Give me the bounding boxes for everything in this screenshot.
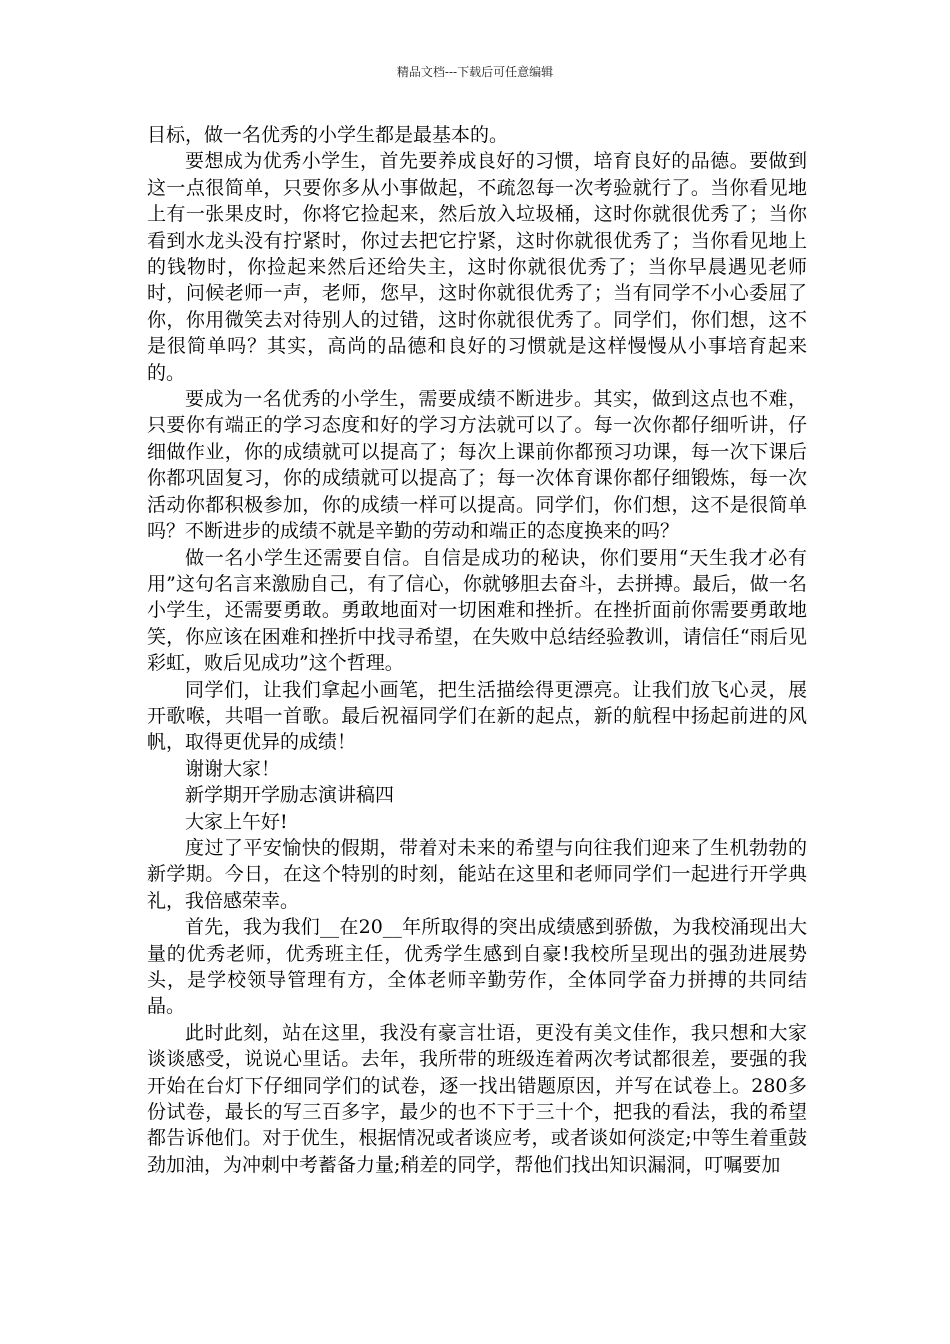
section-title: 新学期开学励志演讲稿四 [185,784,395,807]
paragraph: 同学们，让我们拿起小画笔，把生活描绘得更漂亮。让我们放飞心灵，展开歌喉，共唱一首歌。最后祝福同学们在新的起点，新的航程中扬起前进的风帆，取得更优异的成绩！ [147,678,807,754]
paragraph: 目标，做一名优秀的小学生都是最基本的。 [147,124,509,146]
paragraph: 做一名小学生还需要自信。自信是成功的秘诀，你们要用“天生我才必有用”这句名言来激励自己，有了信心，你就够胆去奋斗，去拼搏。最后，做一名小学生，还需要勇敢。勇敢地面对一切困难和挫折。在挫折面前你需要勇敢地笑，你应该在困难和挫折中找寻希望，在失败中总结经验教训，请信任“雨后见彩虹，败后见成功”这个哲理。 [147,546,807,675]
document-body [147,122,807,1178]
paragraph: 要想成为优秀小学生，首先要养成良好的习惯，培育良好的品德。要做到这一点很简单，只要你多从小事做起，不疏忽每一次考验就行了。当你看见地上有一张果皮时，你将它捡起来，然后放入垃圾桶，这时你就很优秀了；当你看到水龙头没有拧紧时，你过去把它拧紧，这时你就很优秀了；当你看见地上的钱物时，你捡起来然后还给失主，这时你就很优秀了；当你早晨遇见老师时，问候老师一声，老师，您早，这时你就很优秀了；当有同学不小心委屈了你，你用微笑去对待别人的过错，这时你就很优秀了。同学们，你们想，这不是很简单吗？其实，高尚的品德和良好的习惯就是这样慢慢从小事培育起来的。 [147,150,807,384]
page-header: 精品文档---下载后可任意编辑 [396,65,554,79]
paragraph: 首先，我为我们__在20__年所取得的突出成绩感到骄傲，为我校涌现出大量的优秀老师，优秀班主任，优秀学生感到自豪!我校所呈现出的强劲进展势头，是学校领导管理有方，全体老师辛勤劳作，全体同学奋力拼搏的共同结晶。 [147,916,807,1018]
closing-line: 谢谢大家！ [185,757,281,780]
paragraph: 度过了平安愉快的假期，带着对未来的希望与向往我们迎来了生机勃勃的新学期。今日，在这个特别的时刻，能站在这里和老师同学们一起进行开学典礼，我倍感荣幸。 [147,836,807,912]
greeting-line: 大家上午好! [185,810,288,833]
paragraph: 此时此刻，站在这里，我没有豪言壮语，更没有美文佳作，我只想和大家谈谈感受，说说心里话。去年，我所带的班级连着两次考试都很差，要强的我开始在台灯下仔细同学们的试卷，逐一找出错题原因，并写在试卷上。280多份试卷，最长的写三百多字，最少的也不下于三十个，把我的看法，我的希望都告诉他们。对于优生，根据情况或者谈应考，或者谈如何淡定;中等生着重鼓劲加油，为冲刺中考蓄备力量;稍差的同学，帮他们找出知识漏洞，叮嘱要加 [147,1021,807,1176]
paragraph: 要成为一名优秀的小学生，需要成绩不断进步。其实，做到这点也不难，只要你有端正的学习态度和好的学习方法就可以了。每一次你都仔细听讲，仔细做作业，你的成绩就可以提高了；每次上课前你都预习功课，每一次下课后你都巩固复习，你的成绩就可以提高了；每一次体育课你都仔细锻炼，每一次活动你都积极参加，你的成绩一样可以提高。同学们，你们想，这不是很简单吗？不断进步的成绩不就是辛勤的劳动和端正的态度换来的吗？ [147,388,807,543]
